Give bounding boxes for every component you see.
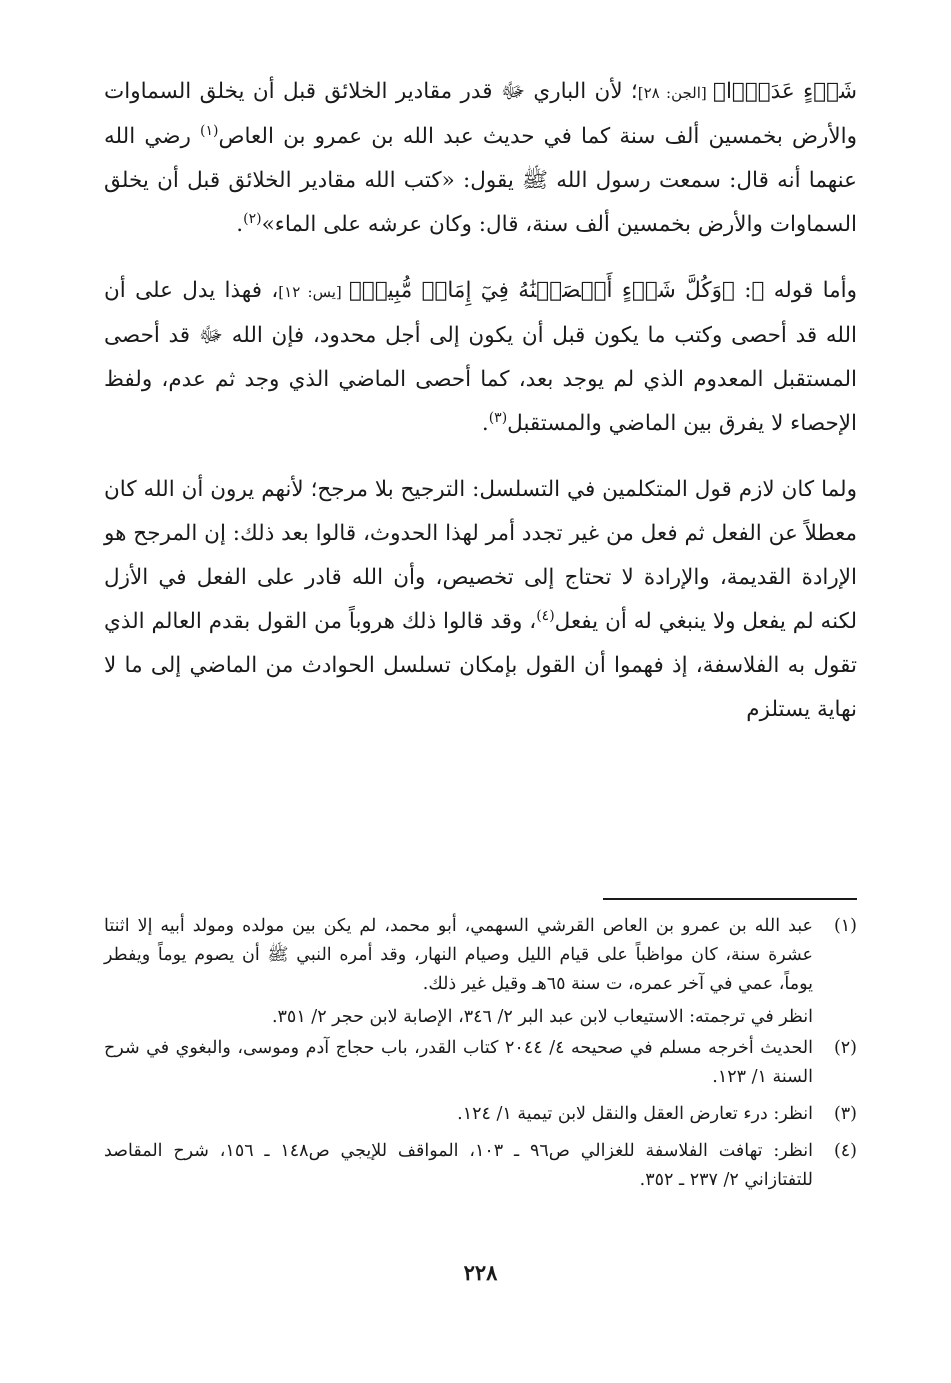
body-paragraph-3 xyxy=(104,468,857,732)
quran-verse: وأما قوله ﷻ: ﴿وَكُلَّ شَيۡءٍ أَحۡصَيۡنَٰهُ فِيٓ إِمَامٖ مُّبِينٖ﴾ xyxy=(349,278,858,303)
body-paragraph-1 xyxy=(104,70,857,247)
paragraph-text: . xyxy=(236,212,244,237)
verse-reference: [الجن: ٢٨] xyxy=(637,84,714,102)
footnote-2 xyxy=(104,1034,857,1092)
footnote-marker: (٣) xyxy=(488,409,508,426)
footnote-marker: (١) xyxy=(200,122,219,139)
footnote-text: انظر: درء تعارض العقل والنقل لابن تيمية ١/ ١٢٤. xyxy=(457,1104,813,1124)
footnote-3 xyxy=(104,1100,857,1129)
paragraph-text: . xyxy=(481,411,489,436)
footnote-number: (٣) xyxy=(833,1104,857,1124)
paragraph-text: ، فهذا يدل على أن الله قد أحصى وكتب ما يكون قبل أن يكون إلى أجل محدود، فإن الله ﷻ قد أحصى المستقبل المعدوم الذي لم يوجد بعد، كما أحصى الماضي الذي وجد ثم عدم، ولفظ الإحصاء لا يفرق بين الماضي والمستقبل xyxy=(104,278,857,436)
footnote-marker: (٤) xyxy=(536,607,555,624)
footnote-number: (١) xyxy=(833,916,857,936)
paragraph-text: ؛ لأن الباري ﷻ قدر مقادير الخلائق قبل أن يخلق السماوات والأرض بخمسين ألف سنة كما في حديث عبد الله بن عمرو بن العاص xyxy=(104,79,857,149)
paragraph-text: رضي الله عنهما أنه قال: سمعت رسول الله ﷺ يقول: «كتب الله مقادير الخلائق قبل أن يخلق السماوات والأرض بخمسين ألف سنة، قال: وكان عرشه على الماء» xyxy=(104,124,857,237)
footnote-text: انظر: تهافت الفلاسفة للغزالي ص٩٦ ـ ١٠٣، المواقف للإيجي ص١٤٨ ـ ١٥٦، شرح المقاصد للتفتازاني ٢/ ٢٣٧ ـ ٣٥٢. xyxy=(104,1141,813,1190)
page-number: ٢٢٨ xyxy=(463,1260,498,1285)
footnote-4 xyxy=(104,1137,857,1195)
footnote-text: الحديث أخرجه مسلم في صحيحه ٤/ ٢٠٤٤ كتاب القدر، باب حجاج آدم وموسى، والبغوي في شرح السنة ١/ ١٢٣. xyxy=(104,1038,813,1087)
footnote-number: (٤) xyxy=(833,1141,857,1161)
quran-verse-end: شَيۡءٍ عَدَدَۢا﴾ xyxy=(713,79,858,104)
footnote-1 xyxy=(104,912,857,1032)
footnote-subtext: انظر في ترجمته: الاستيعاب لابن عبد البر ٢/ ٣٤٦، الإصابة لابن حجر ٢/ ٣٥١. xyxy=(271,1007,813,1027)
body-paragraph-2 xyxy=(104,269,857,446)
footnote-divider xyxy=(603,898,857,900)
footnotes xyxy=(104,912,857,1203)
paragraph-text: ولما كان لازم قول المتكلمين في التسلسل: الترجيح بلا مرجح؛ لأنهم يرون أن الله كان معطلاً عن الفعل ثم فعل من غير تجدد أمر لهذا الحدوث، قالوا بعد ذلك: إن المرجح هو الإرادة القديمة، والإرادة لا تحتاج إلى تخصيص، وأن الله قادر على الفعل في الأزل لكنه لم يفعل ولا ينبغي له أن يفعل xyxy=(104,477,857,634)
footnote-number: (٢) xyxy=(833,1038,857,1058)
footnote-marker: (٢) xyxy=(243,210,262,227)
footnote-text: عبد الله بن عمرو بن العاص القرشي السهمي، أبو محمد، لم يكن بين مولده ومولد أبيه إلا اثنتا عشرة سنة، كان مواظباً على قيام الليل وصيام النهار، وقد أمره النبي ﷺ أن يصوم يوماً ويفطر يوماً، عمي في آخر عمره، ت سنة ٦٥هـ وقيل غير ذلك. xyxy=(104,916,813,994)
paragraph-text: ، وقد قالوا ذلك هروباً من القول بقدم العالم الذي تقول به الفلاسفة، إذ فهموا أن القول بإمكان تسلسل الحوادث من الماضي إلى ما لا نهاية يستلزم xyxy=(104,609,857,722)
verse-reference: [يس: ١٢] xyxy=(278,283,350,301)
book-page xyxy=(104,70,857,1310)
